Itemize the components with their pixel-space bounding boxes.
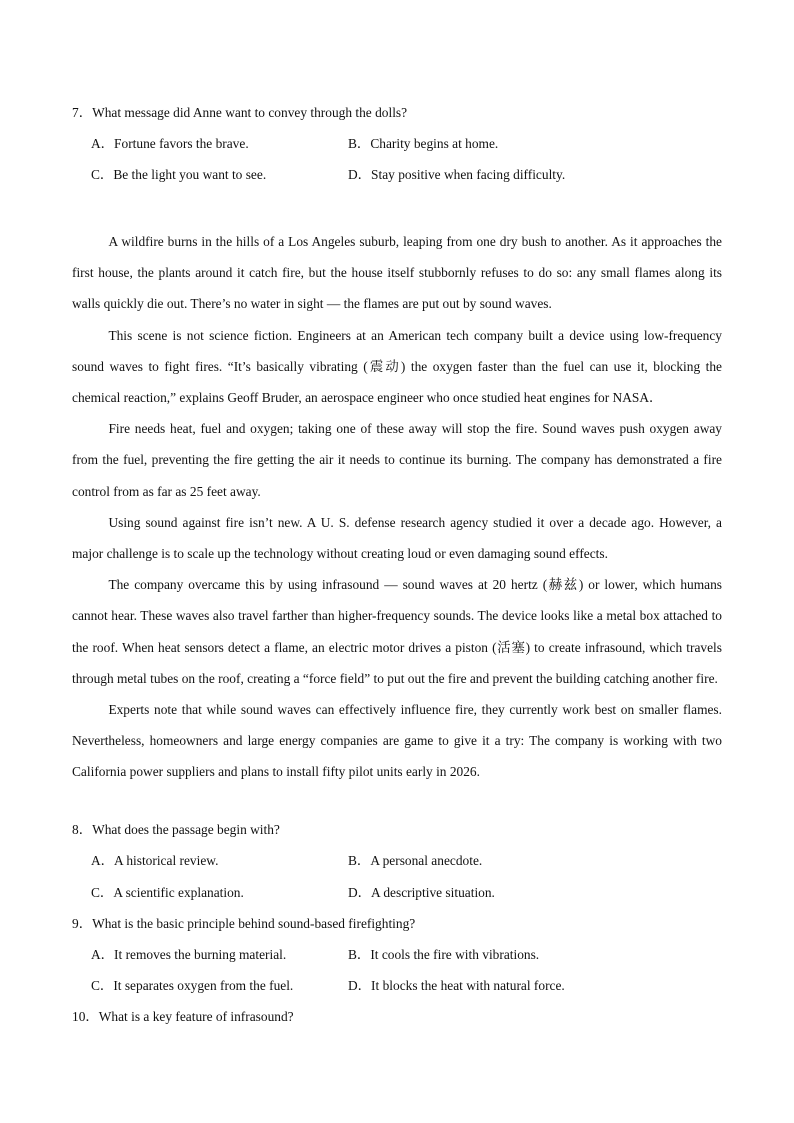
question-8-option-b: B．A personal anecdote.: [348, 853, 483, 868]
passage-paragraph-4: Using sound against fire isn’t new. A U. S. defense research agency studied it over a decade ago. However, a major challenge is to scale up the technology without creating loud or even damaging sound effects.: [72, 514, 722, 562]
passage-paragraph-3: Fire needs heat, fuel and oxygen; taking one of these away will stop the fire. Sound waves push oxygen away from the fuel, preventing the fire getting the air it needs to continue its burning. The company has demonstrated a fire control from as far as 25 feet away.: [72, 421, 722, 499]
question-8-option-c: C．A scientific explanation.: [91, 885, 244, 900]
question-9-option-b: B．It cools the fire with vibrations.: [348, 947, 540, 962]
question-8-option-d: D．A descriptive situation.: [348, 885, 495, 900]
passage-paragraph-6: Experts note that while sound waves can effectively influence fire, they currently work best on smaller flames. Nevertheless, homeowners and large energy companies are game to give it a try: The company is working with two California power suppliers and plans to install fifty pilot units early in 2026.: [72, 702, 722, 780]
passage-paragraph-1: A wildfire burns in the hills of a Los Angeles suburb, leaping from one dry bush to another. As it approaches the first house, the plants around it catch fire, but the house itself stubbornly refuses to do so: any small flames along its walls quickly die out. There’s no water in sight — the flames are put out by sound waves.: [72, 234, 722, 312]
question-7-option-b: B．Charity begins at home.: [348, 136, 499, 151]
passage-paragraph-2: This scene is not science fiction. Engineers at an American tech company built a device using low-frequency sound waves to fight fires. “It’s basically vibrating (震动) the oxygen faster than the fuel can use it, blocking the chemical reaction,” explains Geoff Bruder, an aerospace engineer who once studied heat engines for NASA．: [72, 327, 722, 406]
question-7-option-c: C．Be the light you want to see.: [91, 167, 267, 182]
question-7-stem: 7．What message did Anne want to convey through the dolls?: [72, 105, 408, 120]
reading-passage: [72, 226, 722, 788]
question-7-option-d: D．Stay positive when facing difficulty.: [348, 167, 566, 182]
question-10-stem: 10．What is a key feature of infrasound?: [72, 1009, 294, 1024]
question-8-option-a: A．A historical review.: [91, 853, 219, 868]
question-9-stem: 9．What is the basic principle behind sound-based firefighting?: [72, 916, 416, 931]
question-7-option-a: A．Fortune favors the brave.: [91, 136, 249, 151]
question-9-option-d: D．It blocks the heat with natural force.: [348, 978, 565, 993]
question-9-option-c: C．It separates oxygen from the fuel.: [91, 978, 294, 993]
question-8-stem: 8．What does the passage begin with?: [72, 822, 280, 837]
question-9-option-a: A．It removes the burning material.: [91, 947, 287, 962]
passage-paragraph-5: The company overcame this by using infrasound — sound waves at 20 hertz (赫兹) or lower, which humans cannot hear. These waves also travel farther than higher-frequency sounds. The device looks like a metal box attached to the roof. When heat sensors detect a flame, an electric motor drives a piston (活塞) to create infrasound, which travels through metal tubes on the roof, creating a “force field” to put out the fire and prevent the building catching another fire.: [72, 577, 722, 686]
